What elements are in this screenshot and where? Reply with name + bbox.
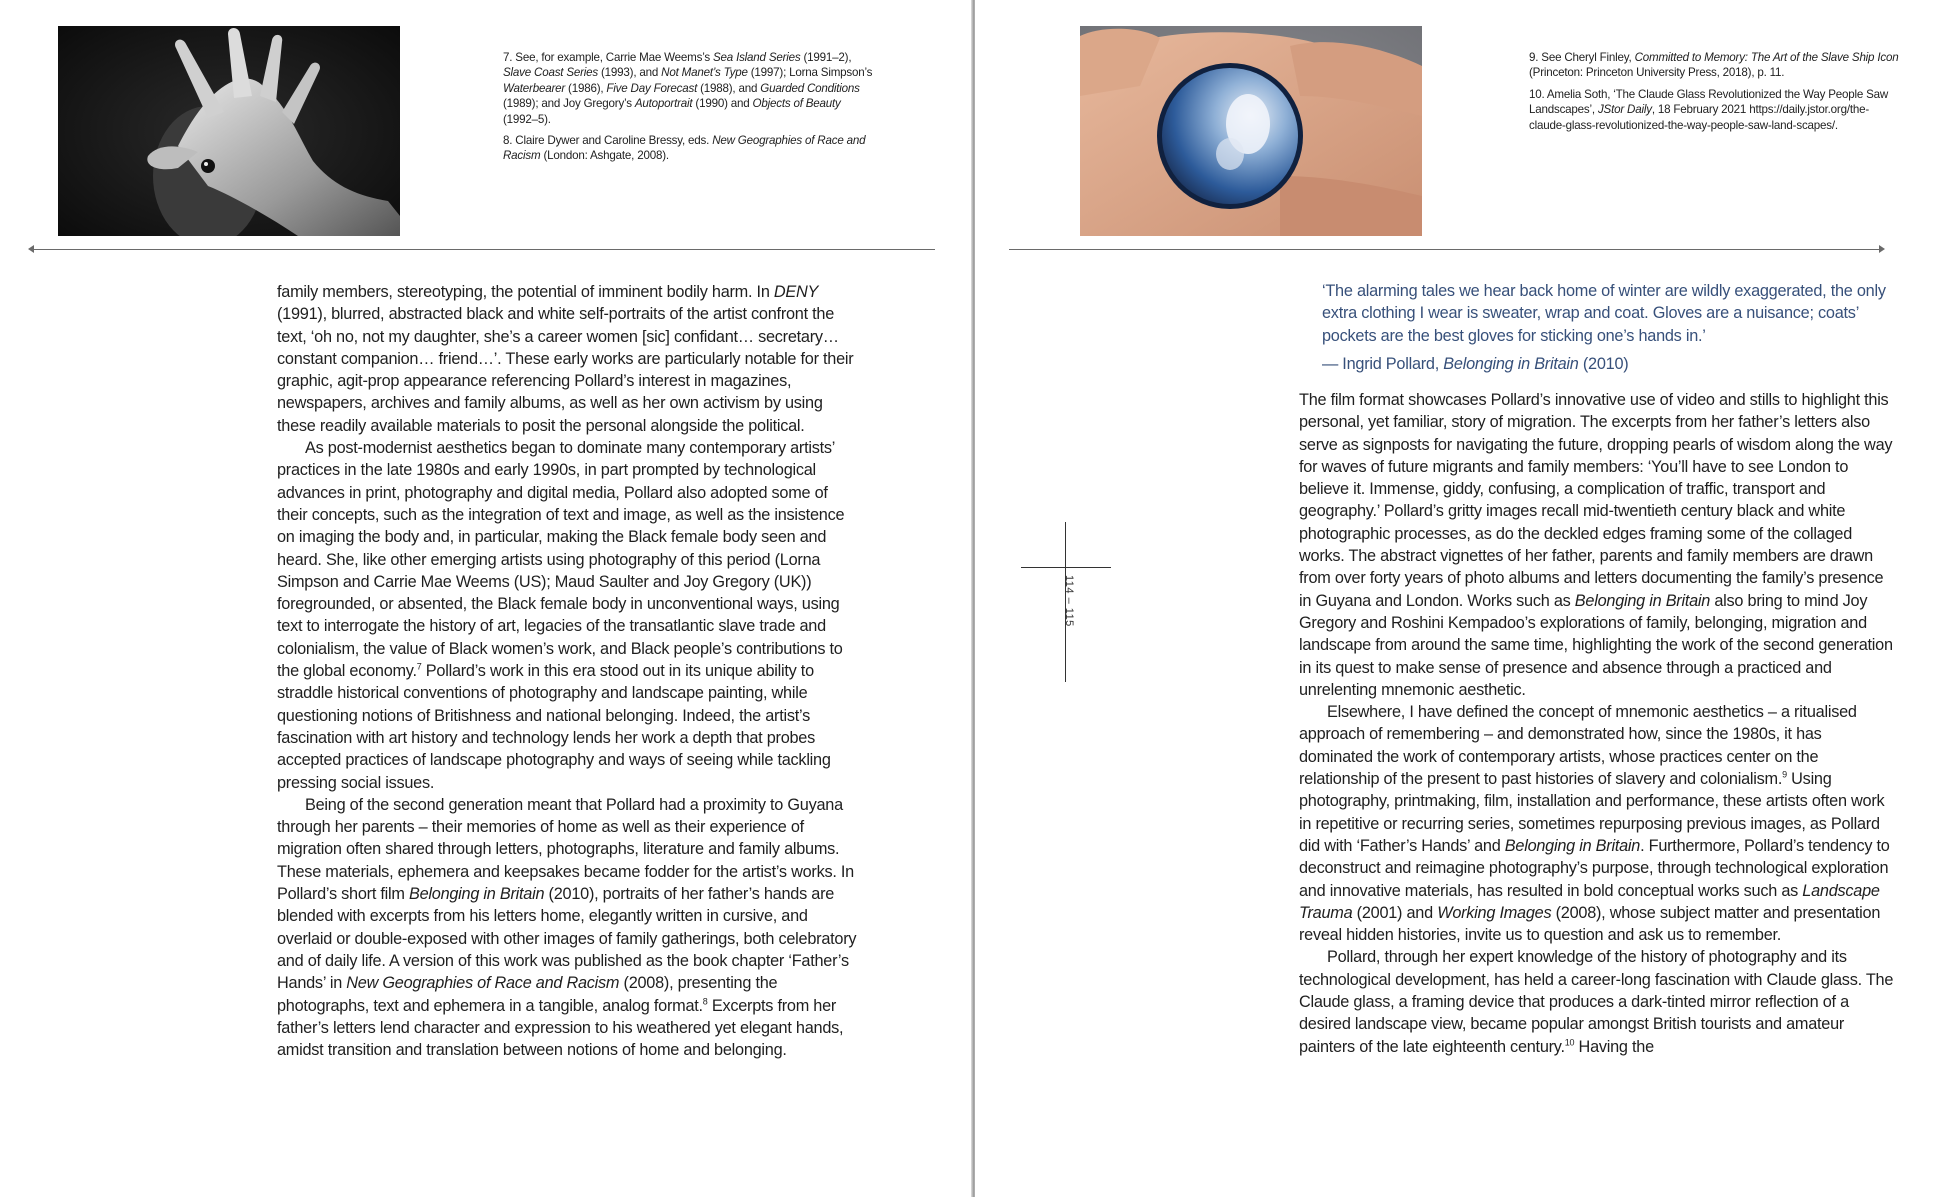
photo-hand-over-face	[58, 26, 400, 236]
paragraph: Pollard, through her expert knowledge of the history of photography and its technological development, has held a career-long fascination with Claude glass. The Claude glass, a framing device that produces a dark-tinted mirror reflection of a desired landscape view, became popular amongst British tourists and amateur painters of the late eighteenth century.$^{10}$ Having the	[1299, 948, 1894, 1056]
footnote-10: 10. Amelia Soth, ‘The Claude Glass Revolutionized the Way People Saw Landscapes’, JStor Daily, 18 February 2021 https://daily.jstor.org/the-claude-glass-revolutionized-the-way-people-saw-land-scapes/.	[1529, 87, 1889, 132]
body-text-right	[1299, 389, 1899, 1058]
rule-arrow-right	[1879, 245, 1885, 253]
crop-mark-horizontal	[1021, 567, 1111, 568]
photo-claude-glass-in-hand-image	[1080, 26, 1422, 236]
body-text-left	[277, 281, 862, 1061]
footnote-7: 7. See, for example, Carrie Mae Weems’s Sea Island Series (1991–2), Slave Coast Series (1993), and Not Manet’s Type (1997); Lorna Simpson’s Waterbearer (1986), Five Day Forecast (1988), and Guarded Conditions (1989); and Joy Gregory’s Autoportrait (1990) and Objects of Beauty (1992–5).	[503, 51, 873, 126]
right-page	[975, 0, 1944, 1197]
footnotes-right	[1529, 50, 1899, 139]
footnote-ref: 8	[702, 996, 708, 1007]
rule-arrow-left	[28, 245, 34, 253]
photo-hand-over-face-image	[58, 26, 400, 236]
page-number: 114 – 115	[1063, 575, 1075, 627]
pull-quote-attribution: — Ingrid Pollard, Belonging in Britain (2010)	[1322, 354, 1629, 373]
footnotes-left	[503, 50, 873, 170]
section-rule-right	[1009, 249, 1881, 250]
paragraph: As post-modernist aesthetics began to dominate many contemporary artists’ practices in the late 1980s and early 1990s, in part prompted by technological advances in print, photography and digital media, Pollard also adopted some of their concepts, such as the integration of text and image, as well as the insistence on imaging the body and, in particular, making the Black female body seen and heard. She, like other emerging artists using photography of this period (Lorna Simpson and Carrie Mae Weems (US); Maud Saulter and Joy Gregory (UK)) foregrounded, or absented, the Black female body in unconventional ways, using text to interrogate the history of art, legacies of the transatlantic slave trade and colonialism, the value of Black women’s work, and Black people’s contributions to the global economy.$^7$ Pollard’s work in this era stood out in its unique ability to straddle historical conventions of photography and landscape painting, while questioning notions of Britishness and national belonging. Indeed, the artist’s fascination with art history and technology lends her work a depth that probes accepted practices of landscape photography and ways of seeing while tackling pressing social issues.	[277, 439, 845, 792]
footnote-9: 9. See Cheryl Finley, Committed to Memory: The Art of the Slave Ship Icon (Princeton: Princeton University Press, 2018), p. 11.	[1529, 51, 1899, 80]
paragraph: family members, stereotyping, the potential of imminent bodily harm. In DENY (1991), blurred, abstracted black and white self-portraits of the artist confront the text, ‘oh no, not my daughter, she’s a career women [sic] confidant… secretary… constant companion… friend…’. These early works are particularly notable for their graphic, agit-prop appearance referencing Pollard’s interest in magazines, newspapers, archives and family albums, as well as her own activism by using these readily available materials to posit the personal alongside the political.	[277, 283, 854, 435]
section-rule-left	[32, 249, 935, 250]
left-page	[0, 0, 971, 1197]
paragraph: The film format showcases Pollard’s innovative use of video and stills to highlight this personal, yet familiar, story of migration. The excerpts from her father’s letters also serve as signposts for navigating the future, dropping pearls of wisdom along the way for waves of future migrants and family members: ‘You’ll have to see London to believe it. Immense, giddy, confusing, a complication of traffic, transport and geography.’ Pollard’s gritty images recall mid-twentieth century black and white photographic processes, as do the deckled edges framing some of the collaged works. The abstract vignettes of her father, parents and family members are drawn from over forty years of photo albums and letters documenting the family’s presence in Guyana and London. Works such as Belonging in Britain also bring to mind Joy Gregory and Roshini Kempadoo’s explorations of family, belonging, migration and landscape from around the same time, highlighting the work of the second generation in its quest to make sense of presence and absence through a practiced and unrelenting mnemonic aesthetic.	[1299, 391, 1893, 699]
footnote-ref: 7	[416, 661, 422, 672]
pull-quote	[1322, 280, 1912, 375]
paragraph: Being of the second generation meant that Pollard had a proximity to Guyana through her parents – their memories of home as well as their experience of migration often shared through letters, photographs, literature and family albums. These materials, ephemera and keepsakes became fodder for the artist’s works. In Pollard’s short film Belonging in Britain (2010), portraits of her father’s hands are blended with excerpts from his letters home, elegantly written in cursive, and overlaid or double-exposed with other images of family gatherings, both celebratory and of daily life. A version of this work was published as the book chapter ‘Father’s Hands’ in New Geographies of Race and Racism (2008), presenting the photographs, text and ephemera in a tangible, analog format.$^8$ Excerpts from her father’s letters lend character and expression to his weathered yet elegant hands, amidst transition and translation between notions of home and belonging.	[277, 795, 857, 1060]
footnote-ref: 10	[1564, 1037, 1575, 1048]
pull-quote-text: ‘The alarming tales we hear back home of winter are wildly exaggerated, the only extra clothing I wear is sweater, wrap and coat. Gloves are a nuisance; coats’ pockets are the best gloves for sticking one’s hands in.’	[1322, 282, 1886, 345]
footnote-8: 8. Claire Dywer and Caroline Bressy, eds. New Geographies of Race and Racism (London: Ashgate, 2008).	[503, 134, 866, 163]
photo-claude-glass-in-hand	[1080, 26, 1422, 236]
paragraph: Elsewhere, I have defined the concept of mnemonic aesthetics – a ritualised approach of remembering – and demonstrated how, since the 1980s, it has dominated the work of contemporary artists, whose practices center on the relationship of the present to past histories of slavery and colonialism.$^9$ Using photography, printmaking, film, installation and performance, these artists often work in repetitive or recurring series, sometimes repurposing previous images, as Pollard did with ‘Father’s Hands’ and Belonging in Britain. Furthermore, Pollard’s tendency to deconstruct and reimagine photography’s purpose, through technological exploration and innovative materials, has resulted in bold conceptual works such as Landscape Trauma (2001) and Working Images (2008), whose subject matter and presentation reveal hidden histories, invite us to question and ask us to remember.	[1299, 703, 1890, 945]
footnote-ref: 9	[1782, 769, 1787, 780]
